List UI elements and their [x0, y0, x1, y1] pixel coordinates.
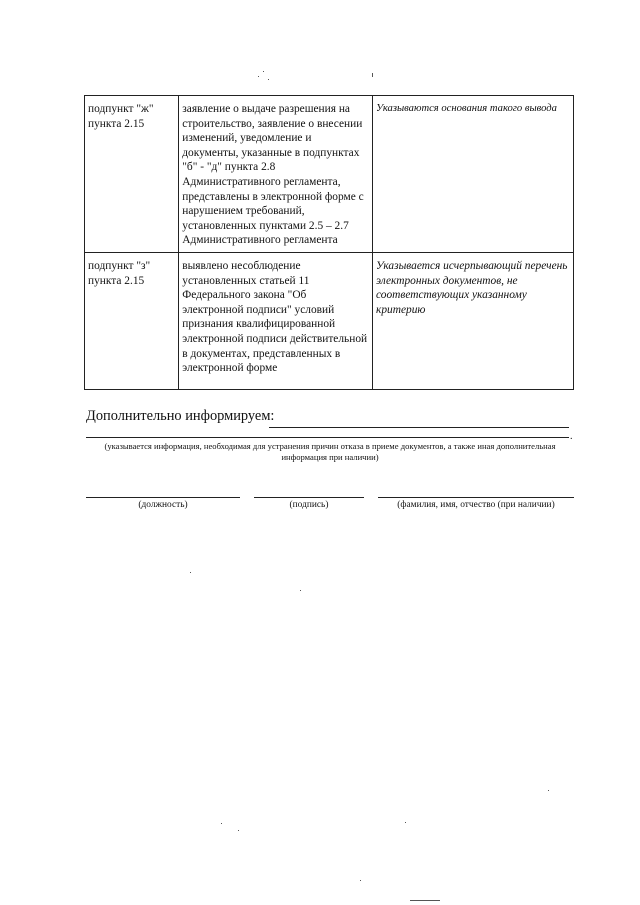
scan-speck — [410, 900, 440, 901]
scan-speck — [221, 823, 222, 824]
additional-info-line — [269, 427, 569, 428]
additional-info-hint: (указывается информация, необходимая для устранения причин отказа в приеме документов, а также иная дополнительная информация при наличии) — [104, 441, 556, 463]
table-row — [85, 253, 574, 390]
note-cell: Указывается исчерпывающий перечень электронных документов, не соответствующих указанному критерию — [373, 253, 574, 390]
line-end-mark: . — [570, 431, 573, 442]
refusal-grounds-table — [84, 95, 574, 390]
scan-speck — [300, 590, 301, 591]
scan-speck — [360, 880, 361, 881]
position-caption: (должность) — [138, 500, 188, 510]
scan-speck — [372, 73, 373, 77]
additional-info-label: Дополнительно информируем: — [86, 408, 275, 424]
position-line — [86, 497, 240, 498]
reason-cell: заявление о выдаче разрешения на строительство, заявление о внесении изменений, уведомление и документы, указанные в подпунктах "б" - "д" пункта 2.8 Административного регламента, представлены в электронной форме с нарушением требований, установленных пунктами 2.5 – 2.7 Административного регламента — [179, 96, 373, 253]
scan-speck — [263, 71, 264, 72]
signature-caption: (подпись) — [289, 500, 329, 510]
additional-info-second-line — [86, 437, 569, 438]
scan-speck — [190, 572, 191, 573]
additional-info-block — [86, 408, 576, 430]
note-cell: Указываются основания такого вывода — [373, 96, 574, 253]
subpoint-cell: подпункт "ж" пункта 2.15 — [85, 96, 179, 253]
reason-cell: выявлено несоблюдение установленных статьей 11 Федерального закона "Об электронной подписи" условий признания квалифицированной электронной подписи действительной в документах, представленных в электронной форме — [179, 253, 373, 390]
table-row — [85, 96, 574, 253]
scan-speck — [405, 822, 406, 823]
signature-line — [254, 497, 364, 498]
scan-speck — [258, 76, 259, 77]
name-caption: (фамилия, имя, отчество (при наличии) — [397, 500, 555, 510]
scan-speck — [548, 790, 549, 791]
scan-speck — [268, 79, 269, 80]
name-line — [378, 497, 574, 498]
subpoint-cell: подпункт "з" пункта 2.15 — [85, 253, 179, 390]
scan-speck — [238, 830, 239, 831]
